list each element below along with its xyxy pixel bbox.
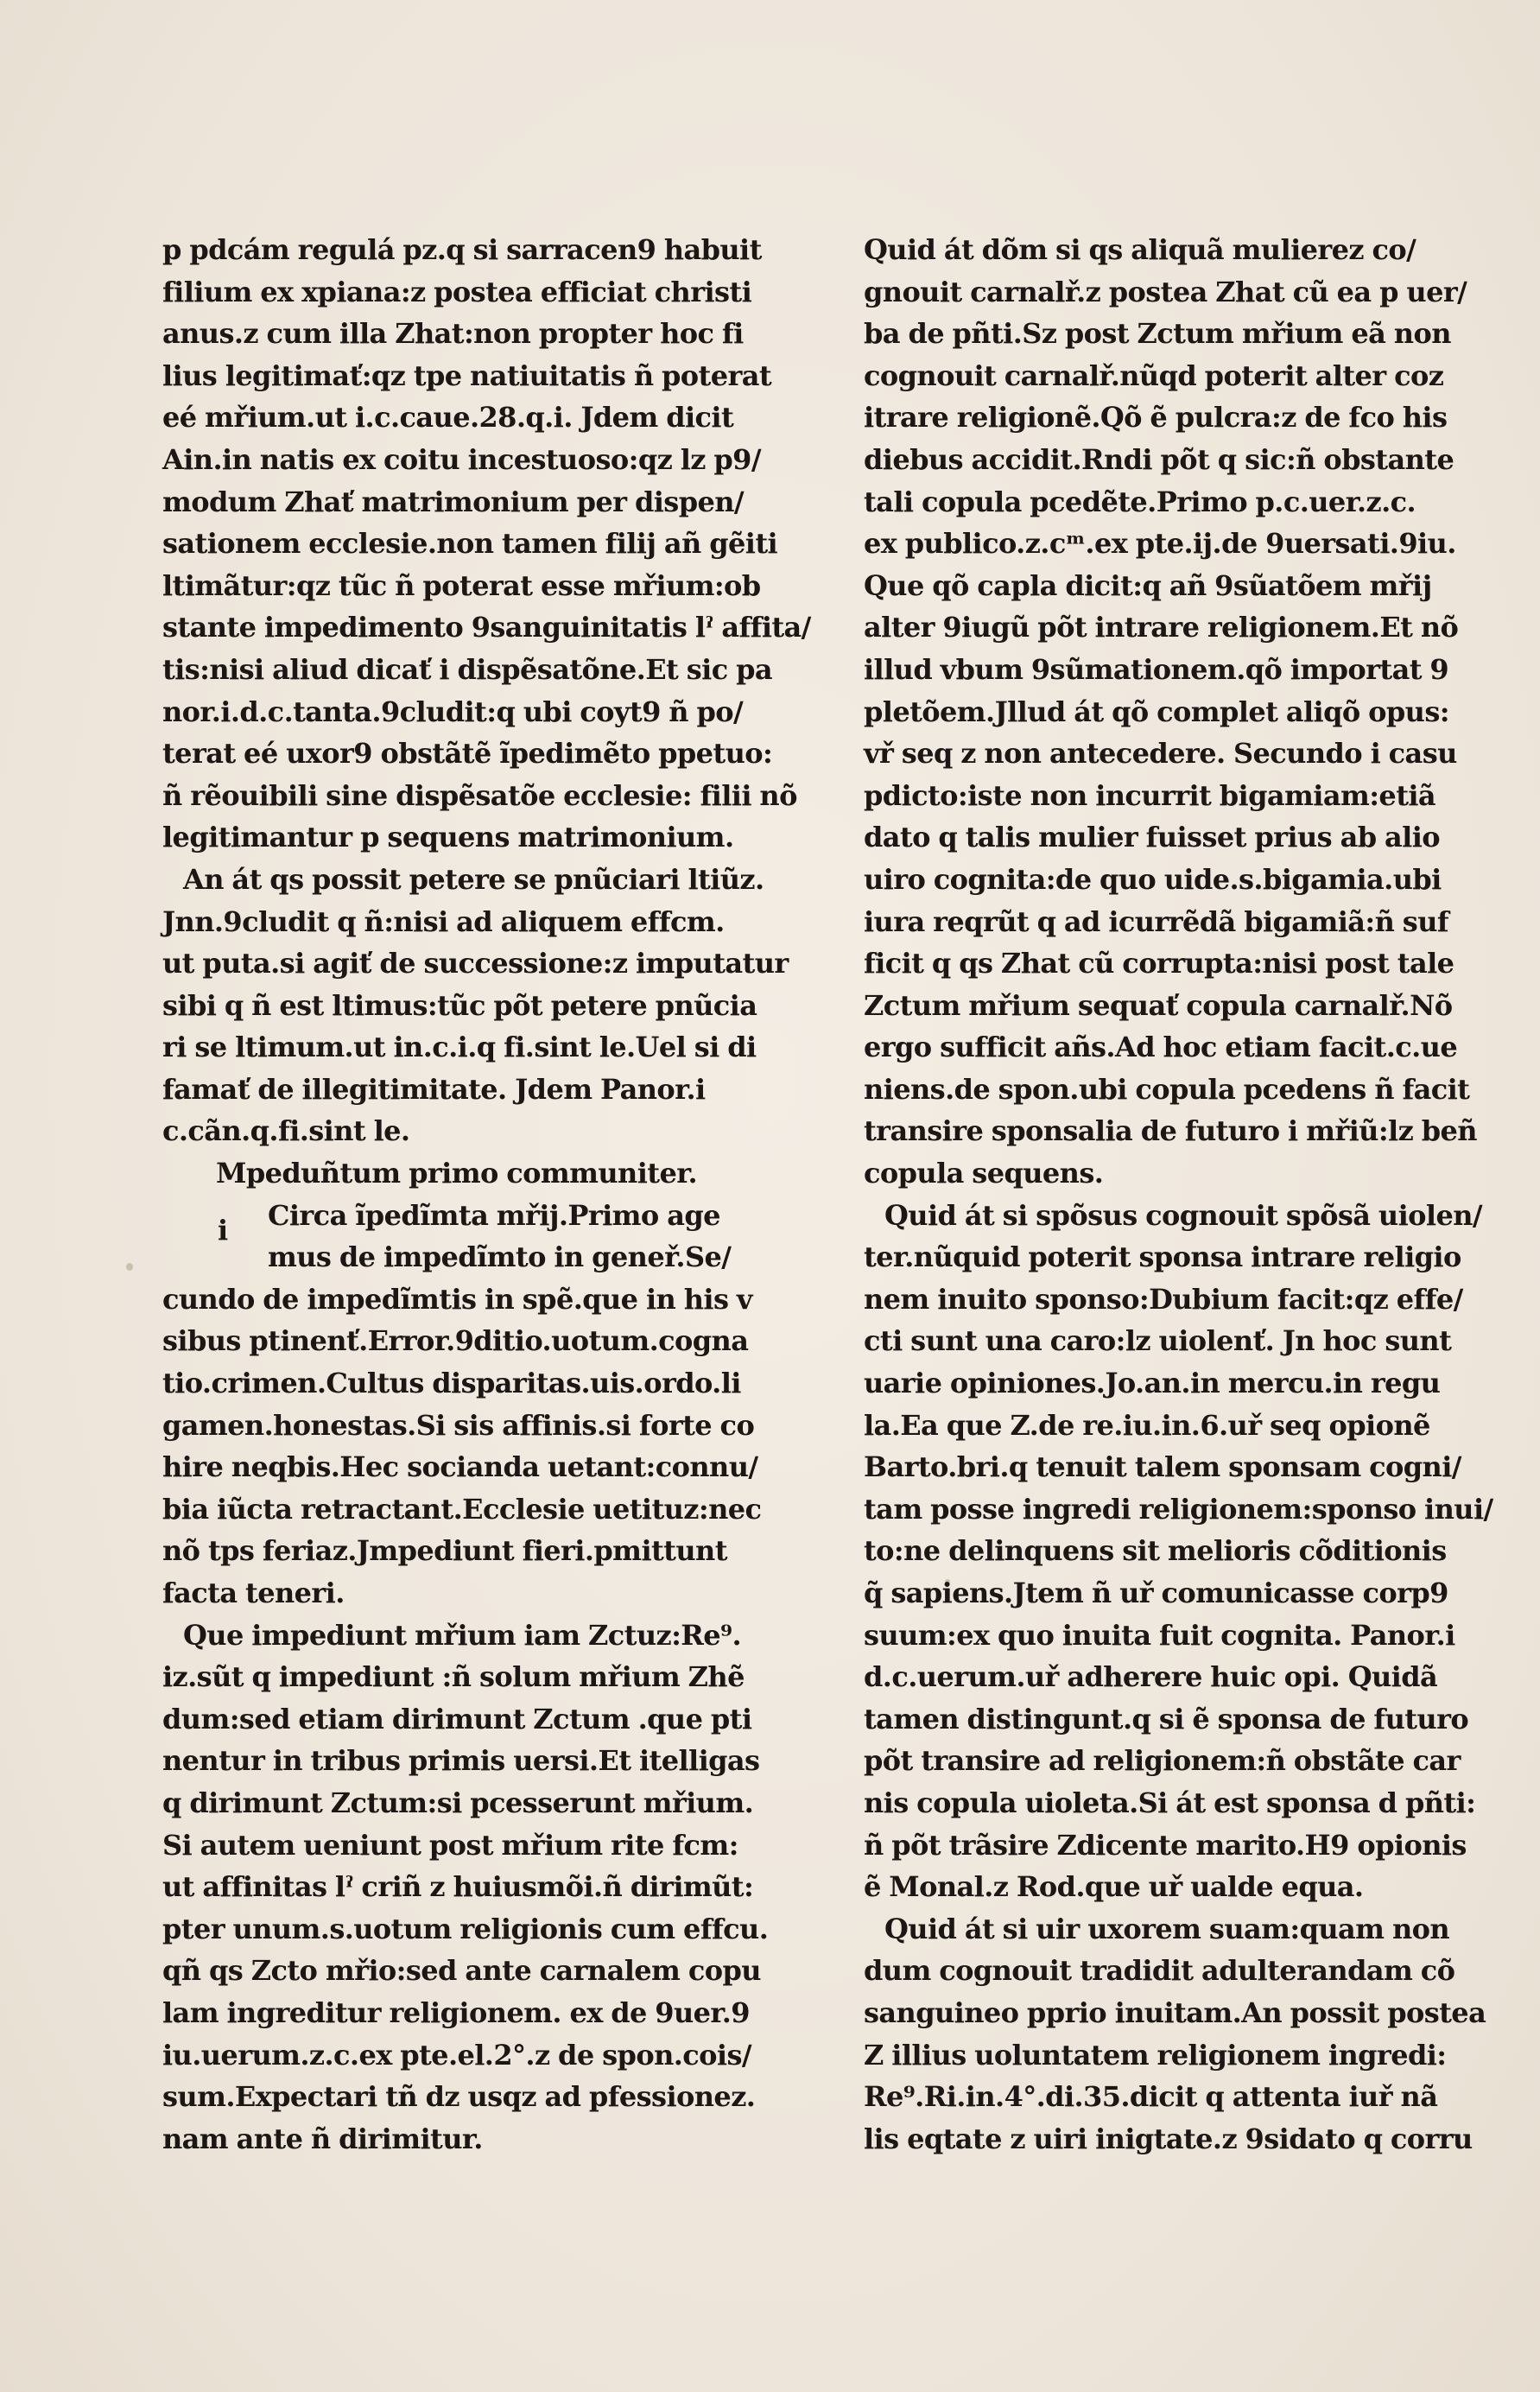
text-line: copula sequens. (864, 1157, 1104, 1190)
text-line: suum:ex quo inuita fuit cognita. Panor.i (864, 1618, 1455, 1652)
text-line: ergo sufficit añs.Ad hoc etiam facit.c.ue (864, 1031, 1458, 1064)
text-line: ut affinitas lˀ criñ z huiusmõi.ñ dirimũt: (162, 1870, 754, 1904)
text-line: anus.z cum illa Zhat:non propter hoc fi (162, 317, 744, 351)
text-line: Que qõ capla dicit:q añ 9sũatõem mřij (864, 568, 1432, 602)
text-line: niens.de spon.ubi copula pcedens ñ facit (864, 1072, 1470, 1106)
text-line: nentur in tribus primis uersi.Et itelligas (162, 1744, 760, 1778)
text-line: stante impedimento 9sanguinitatis lˀ affita/ (162, 611, 811, 644)
text-line: sibus ptinenť.Error.9ditio.uotum.cogna (162, 1324, 749, 1358)
margin-marker: i (218, 1214, 229, 1247)
text-line: la.Ea que Z.de re.iu.in.6.uř seq opionẽ (864, 1408, 1430, 1442)
text-line: p pdcám regulá pz.q si sarracen9 habuit (162, 233, 762, 266)
text-line: gamen.honestas.Si sis affinis.si forte co (162, 1408, 755, 1442)
text-line: nõ tps feriaz.Jmpediunt fieri.pmittunt (162, 1534, 727, 1568)
text-line: ri se ltimum.ut in.c.i.q fi.sint le.Uel si di (162, 1031, 757, 1064)
text-line: bia iũcta retractant.Ecclesie uetituz:nec (162, 1492, 762, 1526)
paper-speck (126, 1263, 133, 1271)
text-line: Ain.in natis ex coitu incestuoso:qz lz p9/ (162, 442, 761, 476)
text-line: nor.i.d.c.tanta.9cludit:q ubi coyt9 ñ po/ (162, 695, 744, 728)
text-line: lis eqtate z uiri inigtate.z 9sidato q corru (864, 2122, 1473, 2155)
text-line: pletõem.Jllud át qõ complet aliqõ opus: (864, 695, 1449, 728)
text-line: sibi q ñ est ltimus:tũc põt petere pnũcia (162, 988, 757, 1022)
text-line: tis:nisi aliud dicať i dispẽsatõne.Et sic pa (162, 652, 773, 686)
text-line: iura reqrũt q ad icurrẽdã bigamiã:ñ suf (864, 904, 1449, 938)
text-line: filium ex xpiana:z postea efficiat christi (162, 275, 752, 308)
text-line: ltimãtur:qz tũc ñ poterat esse mřium:ob (162, 568, 761, 602)
text-line: cundo de impedĩmtis in spẽ.que in his v (162, 1282, 752, 1316)
text-line: tali copula pcedẽte.Primo p.c.uer.z.c. (864, 485, 1416, 518)
text-line: transire sponsalia de futuro i mřiũ:lz beñ (864, 1114, 1477, 1148)
text-line: Mpeduñtum primo communiter. (216, 1157, 698, 1190)
text-line: Jnn.9cludit q ñ:nisi ad aliquem effcm. (162, 904, 725, 938)
text-line: nem inuito sponso:Dubium facit:qz effe/ (864, 1282, 1463, 1316)
text-line: ut puta.si agiť de successione:z imputatur (162, 947, 789, 980)
text-line: nis copula uioleta.Si át est sponsa d pñti: (864, 1786, 1476, 1819)
text-line: qñ qs Zcto mřio:sed ante carnalem copu (162, 1954, 761, 1988)
text-line: dum:sed etiam dirimunt Zctum .que pti (162, 1702, 752, 1735)
text-line: gnouit carnalř.z postea Zhat cũ ea p uer/ (864, 275, 1467, 308)
right-text-column (864, 229, 1493, 2160)
text-line: cognouit carnalř.nũqd poterit alter coz (864, 358, 1444, 392)
text-line: ex publico.z.cᵐ.ex pte.ij.de 9uersati.9iu. (864, 527, 1456, 561)
text-line: iz.sũt q impediunt :ñ solum mřium Zhẽ (162, 1660, 745, 1694)
text-line: facta teneri. (162, 1577, 345, 1609)
text-line: nam ante ñ dirimitur. (162, 2122, 483, 2155)
text-line: Zctum mřium sequať copula carnalř.Nõ (864, 988, 1453, 1022)
text-line: Re⁹.Ri.in.4°.di.35.dicit q attenta iuř nã (864, 2080, 1438, 2114)
text-line: iu.uerum.z.c.ex pte.el.2°.z de spon.cois/ (162, 2038, 751, 2072)
text-line: itrare religionẽ.Qõ ẽ pulcra:z de fco his (864, 401, 1448, 435)
text-line: mus de impedĩmto in geneř.Se/ (268, 1240, 732, 1274)
text-line: dum cognouit tradidit adulterandam cõ (864, 1954, 1455, 1988)
text-line: Z illius uoluntatem religionem ingredi: (864, 2038, 1447, 2072)
text-line: eé mřium.ut i.c.caue.28.q.i. Jdem dicit (162, 401, 734, 435)
text-line: to:ne delinquens sit melioris cõditionis (864, 1534, 1447, 1568)
text-line: ba de pñti.Sz post Zctum mřium eã non (864, 317, 1451, 351)
text-line: põt transire ad religionem:ñ obstãte car (864, 1744, 1461, 1778)
text-line: dato q talis mulier fuisset prius ab alio (864, 821, 1441, 854)
text-line: ẽ Monal.z Rod.que uř ualde equa. (864, 1870, 1364, 1904)
text-line: d.c.uerum.uř adherere huic opi. Quidã (864, 1660, 1438, 1694)
text-line: ficit q qs Zhat cũ corrupta:nisi post tale (864, 947, 1454, 980)
text-line: sationem ecclesie.non tamen filij añ gẽiti (162, 527, 778, 561)
text-line: cti sunt una caro:lz uiolenť. Jn hoc sunt (864, 1324, 1452, 1358)
text-line: An át qs possit petere se pnũciari ltiũz. (183, 862, 764, 896)
text-line: q dirimunt Zctum:si pcesserunt mřium. (162, 1786, 754, 1819)
text-line: modum Zhať matrimonium per dispen/ (162, 485, 744, 518)
text-line: Barto.bri.q tenuit talem sponsam cogni/ (864, 1450, 1461, 1484)
text-line: tamen distingunt.q si ẽ sponsa de futuro (864, 1702, 1469, 1735)
text-line: Circa ĩpedĩmta mřij.Primo age (268, 1198, 720, 1232)
text-line: uiro cognita:de quo uide.s.bigamia.ubi (864, 862, 1442, 896)
text-line: lius legitimať:qz tpe natiuitatis ñ poterat (162, 358, 772, 392)
text-line: Quid át si uir uxorem suam:quam non (884, 1912, 1450, 1945)
text-line: sum.Expectari tñ dz usqz ad pfessionez. (162, 2080, 756, 2114)
text-line: alter 9iugũ põt intrare religionem.Et nõ (864, 611, 1459, 644)
text-line: Si autem ueniunt post mřium rite fcm: (162, 1828, 738, 1862)
text-line: uarie opiniones.Jo.an.in mercu.in regu (864, 1367, 1441, 1400)
text-line: Quid át dõm si qs aliquã mulierez co/ (864, 233, 1416, 266)
text-line: lam ingreditur religionem. ex de 9uer.9 (162, 1995, 750, 2029)
text-line: illud vbum 9sũmationem.qõ importat 9 (864, 652, 1449, 686)
text-line: famať de illegitimitate. Jdem Panor.i (162, 1072, 706, 1106)
left-text-column (162, 229, 836, 2160)
text-line: c.cãn.q.fi.sint le. (162, 1114, 410, 1148)
text-line: ter.nũquid poterit sponsa intrare religio (864, 1240, 1461, 1274)
text-line: ñ rẽouibili sine dispẽsatõe ecclesie: filii nõ (162, 778, 797, 812)
text-line: diebus accidit.Rndi põt q sic:ñ obstante (864, 442, 1454, 476)
text-line: vř seq z non antecedere. Secundo i casu (864, 737, 1457, 771)
text-line: sanguineo pprio inuitam.An possit postea (864, 1995, 1486, 2029)
text-line: tam posse ingredi religionem:sponso inui/ (864, 1492, 1493, 1526)
text-line: pter unum.s.uotum religionis cum effcu. (162, 1912, 769, 1945)
text-line: ñ põt trãsire Zdicente marito.H9 opionis (864, 1828, 1467, 1862)
text-line: Quid át si spõsus cognouit spõsã uiolen/ (884, 1198, 1482, 1232)
text-line: q̃ sapiens.Jtem ñ uř comunicasse corp9 (864, 1577, 1448, 1609)
text-line: hire neqbis.Hec socianda uetant:connu/ (162, 1450, 758, 1484)
text-line: terat eé uxor9 obstãtẽ ĩpedimẽto ppetuo: (162, 737, 773, 771)
text-line: tio.crimen.Cultus disparitas.uis.ordo.li (162, 1367, 741, 1400)
text-line: Que impediunt mřium iam Zctuz:Re⁹. (183, 1618, 741, 1652)
text-line: legitimantur p sequens matrimonium. (162, 821, 734, 854)
text-line: pdicto:iste non incurrit bigamiam:etiã (864, 778, 1436, 812)
